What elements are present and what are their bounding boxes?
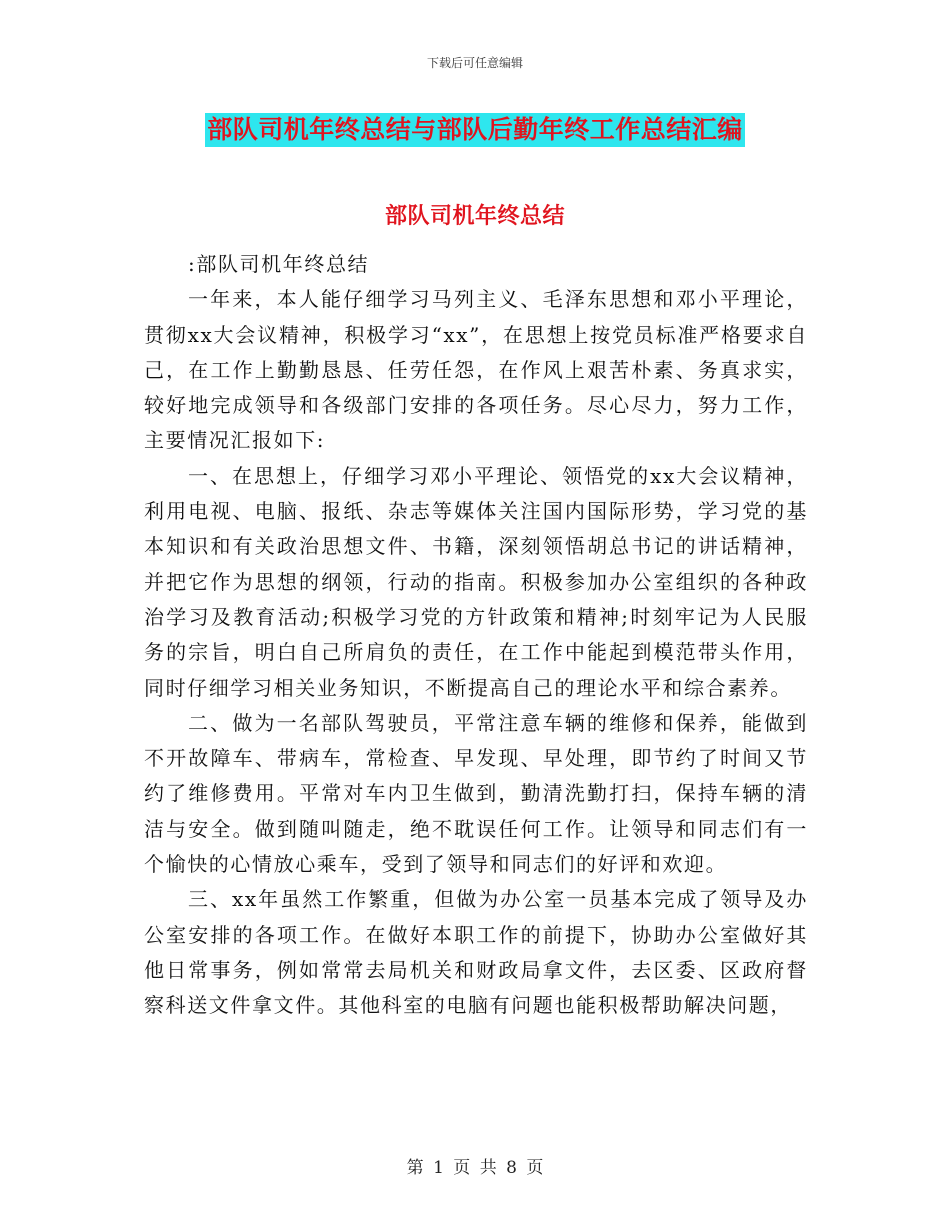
paragraph-office-work: 三、xx年虽然工作繁重，但做为办公室一员基本完成了领导及办公室安排的各项工作。在做好本职工作的前提下，协助办公室做好其他日常事务，例如常常去局机关和财政局拿文件，去区委、区政府督察科送文件拿文件。其他科室的电脑有问题也能积极帮助解决问题，	[144, 887, 808, 1018]
paragraph-ideology: 一、在思想上，仔细学习邓小平理论、领悟党的xx大会议精神，利用电视、电脑、报纸、杂志等媒体关注国内国际形势，学习党的基本知识和有关政治思想文件、书籍，深刻领悟胡总书记的讲话精神，并把它作为思想的纲领，行动的指南。积极参加办公室组织的各种政治学习及教育活动;积极学习党的方针政策和精神;时刻牢记为人民服务的宗旨，明白自己所肩负的责任，在工作中能起到模范带头作用，同时仔细学习相关业务知识，不断提高自己的理论水平和综合素养。	[144, 463, 808, 700]
paragraph-driving-duties: 二、做为一名部队驾驶员，平常注意车辆的维修和保养，能做到不开故障车、带病车，常检查、早发现、早处理，即节约了时间又节约了维修费用。平常对车内卫生做到，勤清洗勤打扫，保持车辆的清洁与安全。做到随叫随走，绝不耽误任何工作。让领导和同志们有一个愉快的心情放心乘车，受到了领导和同志们的好评和欢迎。	[144, 710, 808, 877]
paragraph-intro-label: :部队司机年终总结	[188, 252, 370, 276]
paragraph-overview: 一年来，本人能仔细学习马列主义、毛泽东思想和邓小平理论，贯彻xx大会议精神，积极学习“xx”，在思想上按党员标准严格要求自己，在工作上勤勤恳恳、任劳任怨，在作风上艰苦朴素、务真求实，较好地完成领导和各级部门安排的各项任务。尽心尽力，努力工作，主要情况汇报如下:	[144, 287, 808, 453]
page-footer: 第 1 页 共 8 页	[406, 1158, 544, 1178]
header-note: 下载后可任意编辑	[426, 56, 523, 70]
section-title: 部队司机年终总结	[384, 203, 565, 229]
main-title-container	[0, 113, 950, 147]
document-body	[144, 247, 808, 1024]
main-title: 部队司机年终总结与部队后勤年终工作总结汇编	[205, 113, 745, 147]
